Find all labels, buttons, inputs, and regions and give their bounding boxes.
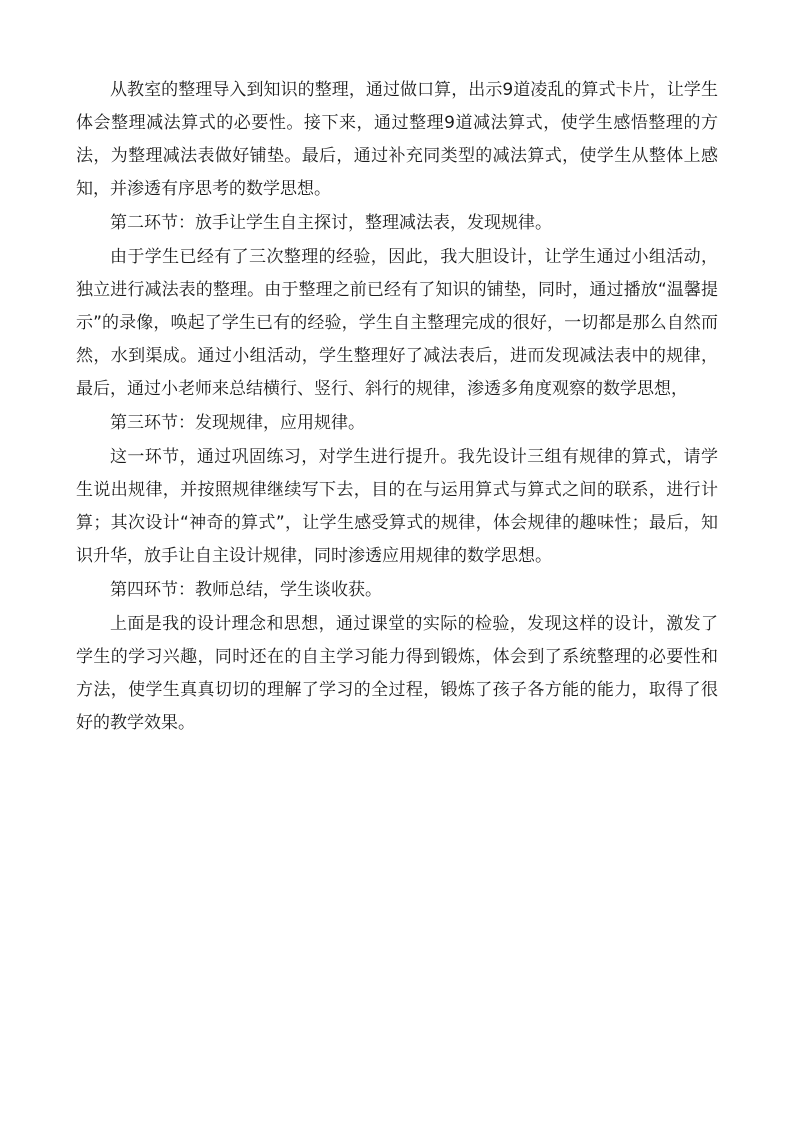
document-body — [76, 74, 718, 741]
section-heading-4: 第四环节：教师总结，学生谈收获。 — [110, 580, 382, 600]
paragraph-section-3: 这一环节，通过巩固练习，对学生进行提升。我先设计三组有规律的算式，请学生说出规律，并按照规律继续写下去，目的在与运用算式与算式之间的联系，进行计算；其次设计“神奇的算式”，让学生感受算式的规律，体会规律的趣味性；最后，知识升华，放手让自主设计规律，同时渗透应用规律的数学思想。 — [76, 447, 718, 566]
paragraph-conclusion: 上面是我的设计理念和思想，通过课堂的实际的检验，发现这样的设计，激发了学生的学习兴趣，同时还在的自主学习能力得到锻炼，体会到了系统整理的必要性和方法，使学生真真切切的理解了学习的全过程，锻炼了孩子各方能的能力，取得了很好的教学效果。 — [76, 614, 718, 733]
paragraph-intro: 从教室的整理导入到知识的整理，通过做口算，出示9道凌乱的算式卡片，让学生体会整理减法算式的必要性。接下来，通过整理9道减法算式，使学生感悟整理的方法，为整理减法表做好铺垫。最后，通过补充同类型的减法算式，使学生从整体上感知，并渗透有序思考的数学思想。 — [76, 80, 718, 199]
section-heading-3: 第三环节：发现规律，应用规律。 — [110, 413, 365, 433]
section-heading-2: 第二环节：放手让学生自主探讨，整理减法表，发现规律。 — [110, 213, 552, 233]
paragraph-section-2: 由于学生已经有了三次整理的经验，因此，我大胆设计，让学生通过小组活动，独立进行减法表的整理。由于整理之前已经有了知识的铺垫，同时，通过播放“温馨提示”的录像，唤起了学生已有的经验，学生自主整理完成的很好，一切都是那么自然而然，水到渠成。通过小组活动，学生整理好了减法表后，进而发现减法表中的规律，最后，通过小老师来总结横行、竖行、斜行的规律，渗透多角度观察的数学思想， — [76, 247, 718, 399]
